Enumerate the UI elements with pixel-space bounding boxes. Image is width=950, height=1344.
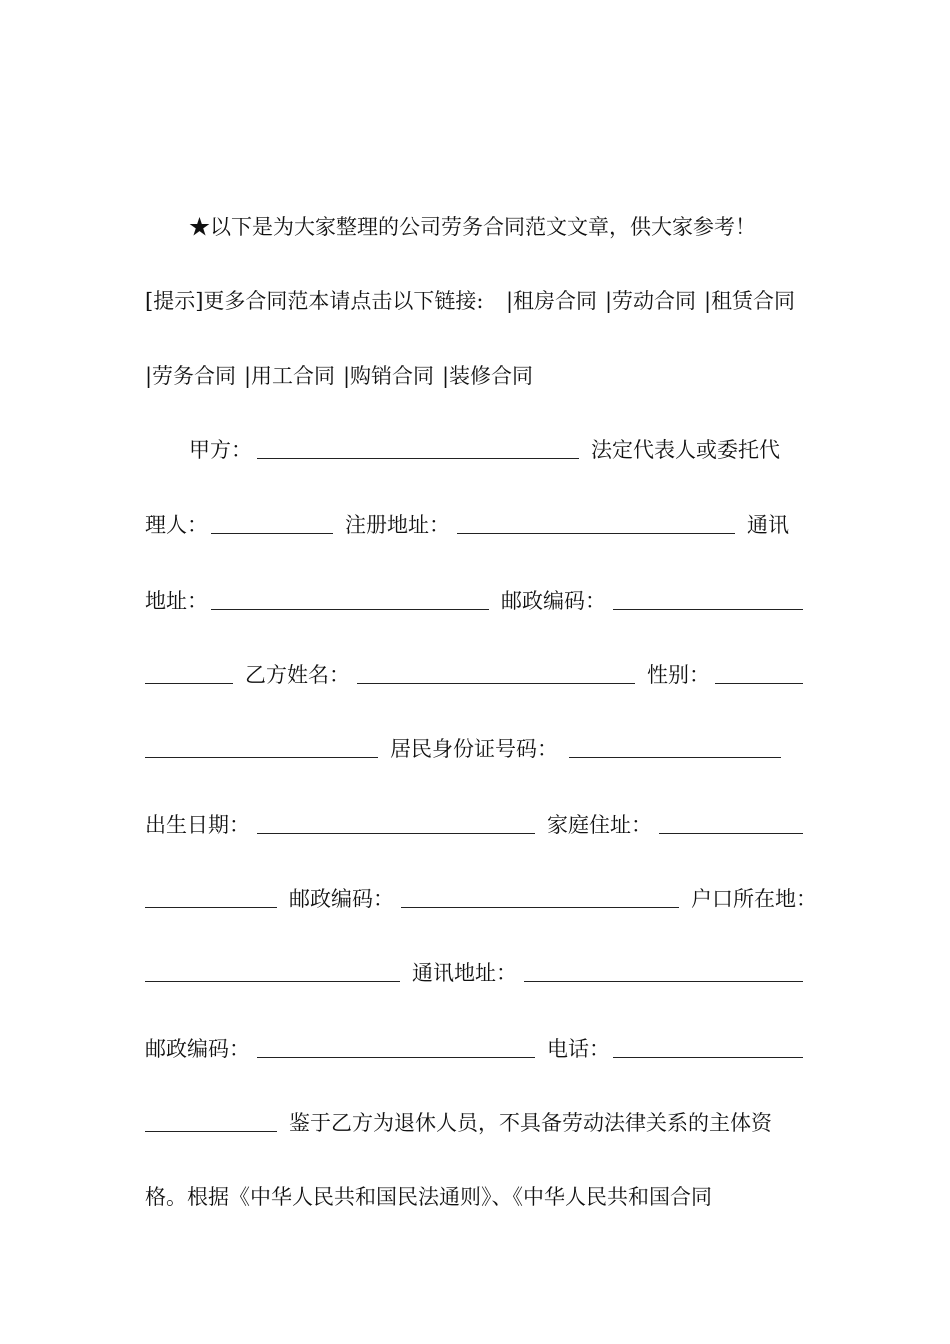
id-number-blank[interactable]: [569, 757, 781, 758]
link-separator: |: [605, 289, 613, 313]
postal-code-b2-blank[interactable]: [257, 1057, 535, 1058]
legal-rep-label: 法定代表人或委托代: [591, 438, 780, 462]
intro-text: ★以下是为大家整理的公司劳务合同范文文章，供大家参考！: [189, 215, 756, 239]
phone-blank[interactable]: [613, 1057, 803, 1058]
legal-rep-blank[interactable]: [211, 533, 333, 534]
link-labor-contract[interactable]: 劳动合同: [612, 289, 696, 313]
hukou-label: 户口所在地：: [691, 887, 817, 911]
link-separator: |: [442, 364, 450, 388]
postal-code-b2-label: 邮政编码：: [145, 1037, 250, 1061]
body-line-2: [145, 1182, 805, 1212]
link-separator: |: [704, 289, 712, 313]
links-line-2: [145, 361, 805, 391]
phone-line: [145, 1034, 805, 1064]
link-separator: |: [343, 364, 351, 388]
link-separator: |: [145, 364, 153, 388]
postal-code-a-blank[interactable]: [613, 609, 803, 610]
link-service-contract[interactable]: 劳务合同: [152, 364, 236, 388]
hukou-blank[interactable]: [145, 981, 400, 982]
birth-line: [145, 810, 805, 840]
party-a-blank[interactable]: [257, 458, 579, 459]
comm-address-a-label: 通讯: [747, 513, 789, 537]
body-text-2: 格。根据《中华人民共和国民法通则》、《中华人民共和国合同: [145, 1185, 712, 1209]
postal-line: [145, 884, 817, 914]
home-address-label: 家庭住址：: [547, 813, 652, 837]
home-address-blank-cont[interactable]: [145, 907, 277, 908]
id-line: [145, 734, 805, 764]
id-number-label: 居民身份证号码：: [390, 737, 558, 761]
comm-address-b-blank[interactable]: [524, 981, 803, 982]
legal-rep-label-cont: 理人：: [145, 513, 208, 537]
reg-address-blank[interactable]: [457, 533, 735, 534]
postal-code-b-label: 邮政编码：: [289, 887, 394, 911]
link-separator: |: [244, 364, 252, 388]
links-line: [145, 286, 805, 316]
comm-address-a-label-cont: 地址：: [145, 589, 208, 613]
gender-label: 性别：: [647, 663, 710, 687]
party-a-line: [145, 435, 805, 465]
home-address-blank[interactable]: [659, 833, 803, 834]
party-a-label: 甲方：: [189, 438, 252, 462]
link-employment-contract[interactable]: 用工合同: [251, 364, 335, 388]
comm-b-line: [145, 958, 805, 988]
postal-code-a-blank-cont[interactable]: [145, 683, 233, 684]
reg-address-label: 注册地址：: [345, 513, 450, 537]
link-separator: |: [506, 289, 514, 313]
link-rental-house[interactable]: 租房合同: [513, 289, 597, 313]
phone-blank-cont[interactable]: [145, 1131, 277, 1132]
gender-blank[interactable]: [715, 683, 803, 684]
postal-code-a-label: 邮政编码：: [501, 589, 606, 613]
party-b-name-blank[interactable]: [357, 683, 635, 684]
comm-address-a-blank[interactable]: [211, 609, 489, 610]
body-line-1: [145, 1108, 805, 1138]
link-renovation-contract[interactable]: 装修合同: [449, 364, 533, 388]
birth-date-blank[interactable]: [257, 833, 535, 834]
link-lease-contract[interactable]: 租赁合同: [711, 289, 795, 313]
intro-line: [145, 212, 805, 242]
gender-blank-cont[interactable]: [145, 757, 378, 758]
link-purchase-contract[interactable]: 购销合同: [350, 364, 434, 388]
agent-line: [145, 510, 805, 540]
postal-code-b-blank[interactable]: [401, 907, 679, 908]
party-b-name-label: 乙方姓名：: [245, 663, 350, 687]
birth-date-label: 出生日期：: [145, 813, 250, 837]
links-prefix: [提示]更多合同范本请点击以下链接:: [145, 289, 484, 313]
comm-address-b-label: 通讯地址：: [412, 961, 517, 985]
party-b-line: [145, 660, 805, 690]
body-text-1: 鉴于乙方为退休人员，不具备劳动法律关系的主体资: [289, 1111, 772, 1135]
phone-label: 电话：: [547, 1037, 610, 1061]
address-line: [145, 586, 805, 616]
